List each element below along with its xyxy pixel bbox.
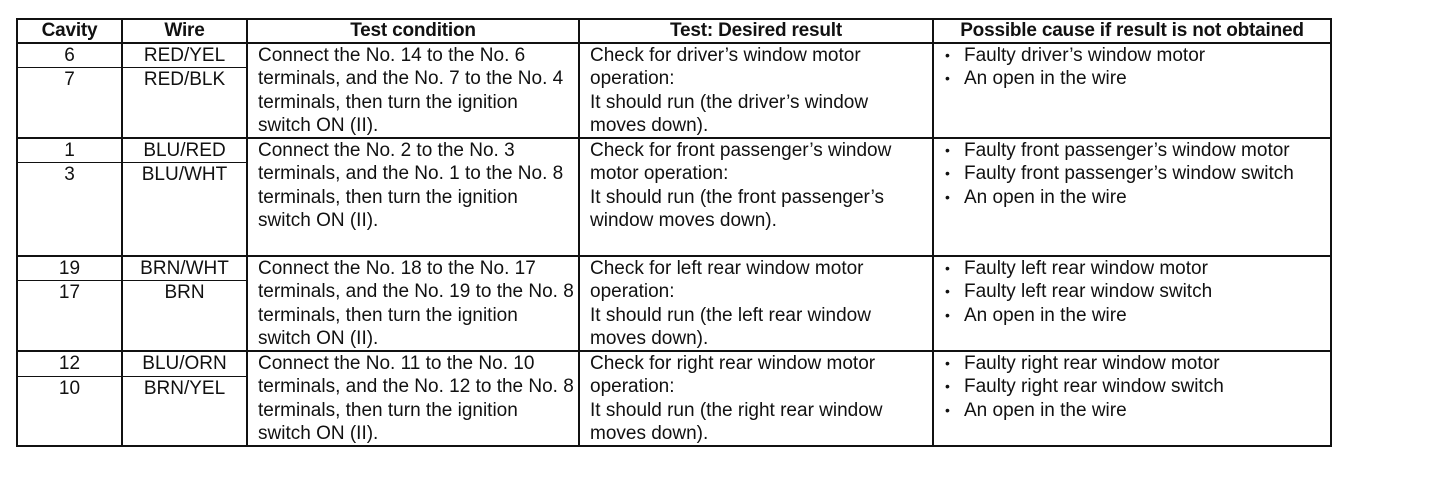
cavity-cell: 3 xyxy=(17,163,122,256)
possible-cause-cell xyxy=(933,351,1331,446)
header-wire: Wire xyxy=(122,19,247,43)
cause-text: Faulty right rear window motor xyxy=(964,353,1220,375)
bullet-icon: • xyxy=(945,355,950,372)
cause-item xyxy=(943,280,1326,303)
cavity-cell: 17 xyxy=(17,281,122,351)
cause-list xyxy=(943,257,1326,327)
desired-result-cell xyxy=(579,138,933,256)
wire-cell: BRN/WHT xyxy=(122,256,247,281)
cause-list xyxy=(943,139,1326,209)
cause-text: Faulty front passenger’s window switch xyxy=(964,163,1294,185)
table-row xyxy=(17,43,1331,68)
header-possible-cause: Possible cause if result is not obtained xyxy=(933,19,1331,43)
cause-item xyxy=(943,399,1326,422)
cause-text: An open in the wire xyxy=(964,304,1127,326)
bullet-icon: • xyxy=(945,401,950,418)
result-line: It should run (the left rear window moves down). xyxy=(590,304,877,349)
bullet-icon: • xyxy=(945,283,950,300)
desired-result-cell xyxy=(579,43,933,138)
cause-text: Faulty right rear window switch xyxy=(964,376,1224,398)
wire-cell: RED/YEL xyxy=(122,43,247,68)
table-body xyxy=(17,43,1331,446)
header-desired-result: Test: Desired result xyxy=(579,19,933,43)
result-line: It should run (the front passenger’s window moves down). xyxy=(590,186,890,232)
possible-cause-cell xyxy=(933,43,1331,138)
cavity-cell: 7 xyxy=(17,68,122,138)
cause-item xyxy=(943,162,1326,185)
window-motor-test-table xyxy=(16,18,1332,447)
cavity-cell: 1 xyxy=(17,138,122,163)
wire-cell: BLU/WHT xyxy=(122,163,247,256)
cause-item xyxy=(943,186,1326,209)
wire-cell: BLU/RED xyxy=(122,138,247,163)
table-row xyxy=(17,351,1331,376)
possible-cause-cell xyxy=(933,138,1331,256)
bullet-icon: • xyxy=(945,306,950,323)
cause-text: Faulty front passenger’s window motor xyxy=(964,140,1290,162)
cause-text: Faulty driver’s window motor xyxy=(964,45,1206,66)
cause-item xyxy=(943,352,1326,375)
bullet-icon: • xyxy=(945,165,950,182)
wire-cell: BLU/ORN xyxy=(122,351,247,376)
header-test-condition: Test condition xyxy=(247,19,579,43)
table-row xyxy=(17,138,1331,163)
cavity-cell: 19 xyxy=(17,256,122,281)
cavity-cell: 6 xyxy=(17,43,122,68)
result-line: Check for right rear window motor operation: xyxy=(590,353,881,398)
result-line: Check for driver’s window motor operation: xyxy=(590,45,866,90)
cause-text: Faulty left rear window motor xyxy=(964,257,1208,279)
desired-result-cell xyxy=(579,351,933,446)
cause-item xyxy=(943,304,1326,327)
result-line: It should run (the right rear window moves down). xyxy=(590,399,888,445)
test-condition-cell xyxy=(247,256,579,351)
wire-cell: RED/BLK xyxy=(122,68,247,138)
cause-list xyxy=(943,44,1326,91)
test-condition-text: Connect the No. 18 to the No. 17 terminals, and the No. 19 to the No. 8 terminals, then turn the ignition switch ON (II). xyxy=(258,257,580,349)
bullet-icon: • xyxy=(945,47,950,63)
header-row xyxy=(17,19,1331,43)
cause-item xyxy=(943,44,1326,67)
bullet-icon: • xyxy=(945,188,950,205)
cause-text: An open in the wire xyxy=(964,68,1127,90)
result-line: Check for front passenger’s window motor operation: xyxy=(590,140,897,185)
cause-item xyxy=(943,375,1326,398)
possible-cause-cell xyxy=(933,256,1331,351)
cause-item xyxy=(943,67,1326,90)
cause-text: An open in the wire xyxy=(964,399,1127,421)
cause-text: An open in the wire xyxy=(964,186,1127,208)
test-condition-text: Connect the No. 11 to the No. 10 terminals, and the No. 12 to the No. 8 terminals, then turn the ignition switch ON (II). xyxy=(258,353,580,445)
cause-item xyxy=(943,139,1326,162)
bullet-icon: • xyxy=(945,259,950,276)
test-condition-cell xyxy=(247,43,579,138)
cause-text: Faulty left rear window switch xyxy=(964,281,1213,303)
table-row xyxy=(17,256,1331,281)
wire-cell: BRN xyxy=(122,281,247,351)
test-condition-cell xyxy=(247,351,579,446)
wire-cell: BRN/YEL xyxy=(122,376,247,446)
header-cavity: Cavity xyxy=(17,19,122,43)
cause-list xyxy=(943,352,1326,422)
cavity-cell: 12 xyxy=(17,351,122,376)
cause-item xyxy=(943,257,1326,280)
bullet-icon: • xyxy=(945,378,950,395)
test-condition-text: Connect the No. 14 to the No. 6 terminals, and the No. 7 to the No. 4 terminals, then turn the ignition switch ON (II). xyxy=(258,45,569,136)
bullet-icon: • xyxy=(945,142,950,159)
cavity-cell: 10 xyxy=(17,376,122,446)
result-line: It should run (the driver’s window moves down). xyxy=(590,91,874,136)
result-line: Check for left rear window motor operation: xyxy=(590,257,869,303)
test-condition-cell xyxy=(247,138,579,256)
bullet-icon: • xyxy=(945,70,950,87)
desired-result-cell xyxy=(579,256,933,351)
test-condition-text: Connect the No. 2 to the No. 3 terminals, and the No. 1 to the No. 8 terminals, then turn the ignition switch ON (II). xyxy=(258,140,569,232)
